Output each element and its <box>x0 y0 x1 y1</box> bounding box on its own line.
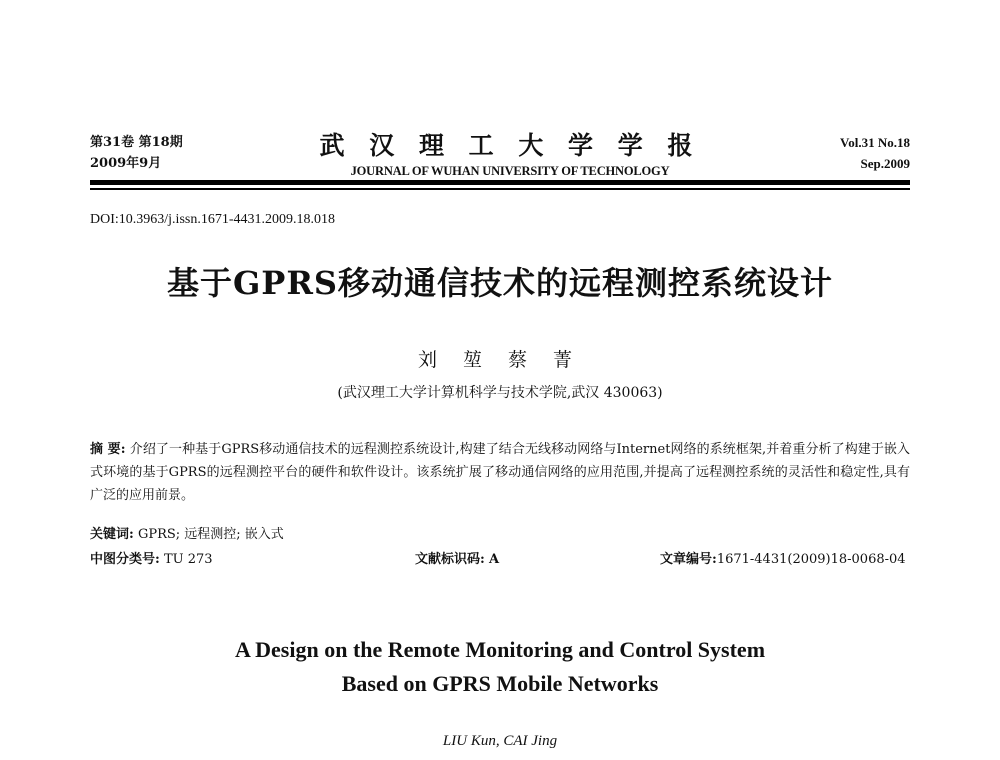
authors-en: LIU Kun, CAI Jing <box>442 733 558 749</box>
doc-code-label: 文献标识码: <box>415 552 485 567</box>
paper-title-en-line2: Based on GPRS Mobile Networks <box>341 671 659 696</box>
header-rule-thin <box>90 188 910 190</box>
volume-issue-cn: 第31卷 第18期 <box>90 135 183 150</box>
affiliation-cn: (武汉理工大学计算机科学与技术学院,武汉 430063) <box>337 385 663 401</box>
journal-name-block <box>300 126 720 179</box>
article-no-value: 1671-4431(2009)18-0068-04 <box>716 552 906 567</box>
clc-label: 中图分类号: <box>90 552 160 567</box>
authors-cn: 刘 堃 蔡 菁 <box>417 349 583 371</box>
volume-issue-block-en <box>840 132 910 174</box>
doc-code-value: A <box>488 552 500 567</box>
header-rule-thick <box>90 180 910 185</box>
doi-line: DOI:10.3963/j.issn.1671-4431.2009.18.018 <box>90 212 335 227</box>
keywords-label: 关键词: <box>90 527 134 542</box>
doc-code-field <box>415 548 499 567</box>
abstract-paragraph <box>90 438 910 507</box>
article-no-field <box>660 548 906 567</box>
date-cn: 2009年9月 <box>90 156 162 171</box>
keywords-text: GPRS; 远程测控; 嵌入式 <box>137 527 284 542</box>
paper-title-en-line1: A Design on the Remote Monitoring and Control System <box>234 637 766 662</box>
clc-value: TU 273 <box>163 552 213 567</box>
volume-issue-block-cn <box>90 132 183 174</box>
journal-name-en: JOURNAL OF WUHAN UNIVERSITY OF TECHNOLOGY <box>350 164 670 178</box>
paper-title-en <box>0 633 1000 701</box>
abstract-label: 摘 要: <box>90 442 126 457</box>
date-en: Sep.2009 <box>860 156 910 171</box>
clc-field <box>90 548 213 567</box>
keywords-line <box>90 523 284 542</box>
journal-name-cn: 武 汉 理 工 大 学 学 报 <box>319 131 701 160</box>
paper-title-cn: 基于GPRS移动通信技术的远程测控系统设计 <box>166 264 834 302</box>
article-no-label: 文章编号: <box>660 552 717 567</box>
abstract-text: 介绍了一种基于GPRS移动通信技术的远程测控系统设计,构建了结合无线移动网络与Internet网络的系统框架,并着重分析了构建于嵌入式环境的基于GPRS的远程测控平台的硬件和软件设计。该系统扩展了移动通信网络的应用范围,并提高了远程测控系统的灵活性和稳定性,具有广泛的应用前景。 <box>90 442 910 503</box>
volume-issue-en: Vol.31 No.18 <box>840 135 910 150</box>
